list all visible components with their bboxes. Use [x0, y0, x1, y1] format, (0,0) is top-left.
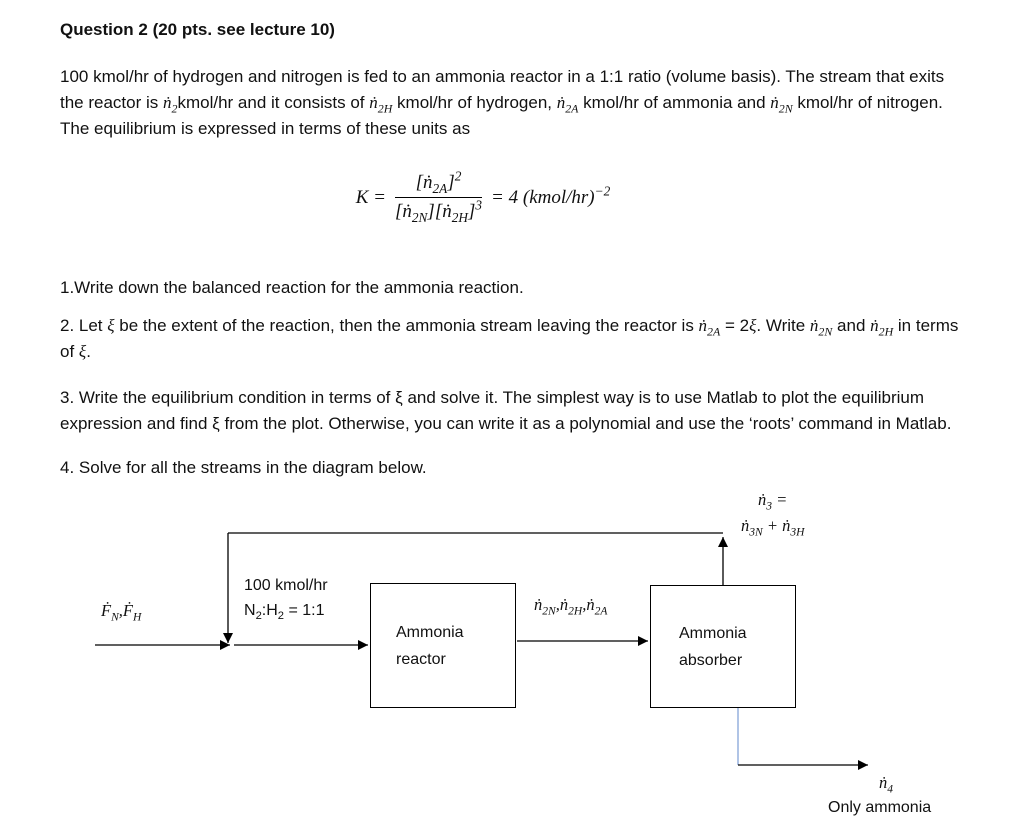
var-xi: ξ: [78, 342, 87, 361]
question-item-2: 2. Let ξ be the extent of the reaction, then the ammonia stream leaving the reactor is ṅ$_{2A}$ = 2ξ. Write ṅ$_{2N}$ and ṅ$_{2H}$ in terms of ξ.: [60, 316, 959, 361]
var-xi: ξ: [107, 316, 115, 335]
recycle-stream-label-line1: ṅ$_3$ =: [758, 490, 788, 513]
page-title: Question 2 (20 pts. see lecture 10): [60, 20, 335, 39]
question-item-3: 3. Write the equilibrium condition in terms of ξ and solve it. The simplest way is to use Matlab to plot the equilibrium expression and find ξ from the plot. Otherwise, you can write it as a polynomial and use the ‘roots’ command in Matlab.: [60, 388, 952, 433]
fraction-numerator: [ṅ$_{2A}$]$^2$: [395, 172, 482, 198]
intro-text-4: kmol/hr of ammonia and: [578, 93, 771, 112]
question-item-1: 1.Write down the balanced reaction for the ammonia reaction.: [60, 278, 524, 297]
intro-text-2: kmol/hr and it consists of: [177, 93, 370, 112]
feed-stream-label-line2: $N_2:H_2$ = 1:1: [244, 602, 325, 623]
reactor-label-line2: reactor: [396, 650, 446, 668]
var-n2a: ṅ$_{2A}$: [556, 93, 579, 116]
var-n2n: ṅ$_{2N}$: [809, 316, 833, 339]
var-n2a: ṅ$_{2A}$: [698, 316, 721, 339]
var-n2h: ṅ$_{2H}$: [870, 316, 894, 339]
reactor-label-line1: Ammonia: [396, 623, 464, 641]
absorber-label-line1: Ammonia: [679, 624, 747, 642]
absorber-box: [650, 585, 796, 708]
var-n2: ṅ$_2$: [163, 93, 178, 116]
fresh-feed-label: Ḟ$_N$,Ḟ$_H$: [101, 601, 142, 624]
reactor-box: [370, 583, 516, 708]
question-item-4: 4. Solve for all the streams in the diagram below.: [60, 458, 427, 477]
equation-lhs: K =: [355, 186, 386, 208]
feed-stream-label-line1: 100 kmol/hr: [244, 577, 328, 594]
equation-rhs: = 4 (kmol/hr)$^{-2}$: [491, 183, 611, 208]
product-stream-label: ṅ$_4$: [879, 773, 894, 796]
absorber-label-line2: absorber: [679, 651, 743, 669]
reactor-outlet-label: ṅ$_{2N}$,ṅ$_{2H}$,ṅ$_{2A}$: [534, 595, 608, 618]
fraction-denominator: [ṅ$_{2N}$][ṅ$_{2H}$]$^3$: [394, 197, 483, 225]
var-xi: ξ: [749, 316, 757, 335]
intro-text-1: 100 kmol/hr of hydrogen and nitrogen is fed to an ammonia reactor in a 1:1 ratio (volume basis). The stream that exits the reactor is: [60, 67, 945, 112]
var-n2n: ṅ$_{2N}$: [770, 93, 793, 116]
intro-text-5: kmol/hr of nitrogen. The equilibrium is expressed in terms of these units as: [60, 93, 943, 138]
intro-text-3: kmol/hr of hydrogen,: [392, 93, 557, 112]
product-stream-caption: Only ammonia: [828, 799, 932, 816]
var-n2h: ṅ$_{2H}$: [369, 93, 393, 116]
recycle-stream-label-line2: ṅ$_{3N}$ + ṅ$_{3H}$: [741, 516, 805, 539]
